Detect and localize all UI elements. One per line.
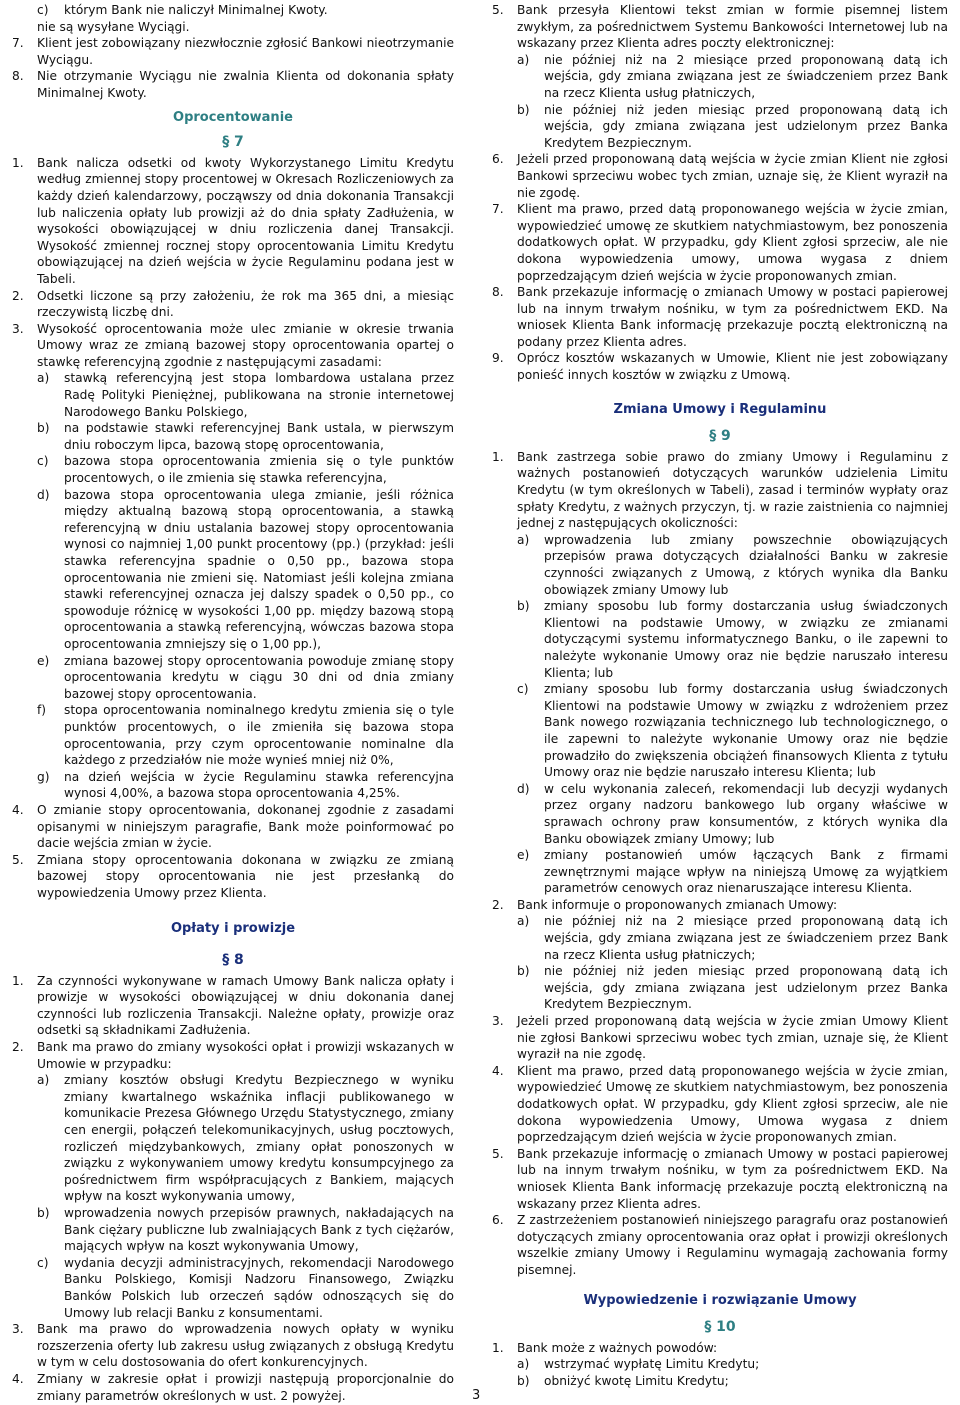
item-text: obniżyć kwotę Limitu Kredytu;: [544, 1373, 729, 1388]
item-text: Jeżeli przed proponowaną datą wejścia w życie zmian Umowy Klient nie zgłosi Bankowi sprzeciwu wobec tych zmian, uznaje się, że Klient wyraził na nie zgodę.: [517, 1014, 948, 1062]
right-top-block: [492, 2, 948, 384]
list-item: [12, 802, 454, 852]
item-number: c): [517, 682, 529, 697]
item-number: e): [37, 653, 50, 668]
item-number: 3.: [12, 1322, 24, 1337]
item-number: 6.: [492, 152, 504, 167]
item-text: którym Bank nie naliczył Minimalnej Kwoty.: [64, 3, 328, 17]
item-number: 5.: [492, 3, 504, 17]
item-number: 9.: [492, 351, 504, 366]
item-text: Klient jest zobowiązany niezwłocznie zgłosić Bankowi nieotrzymanie Wyciągu.: [37, 36, 454, 67]
item-text: wprowadzenia nowych przepisów prawnych, nakładających na Bank ciężary publiczne lub zwalniających Bank z tych ciężarów, mających wpływ na koszt wykonywania Umowy,: [64, 1205, 454, 1254]
item-number: b): [517, 599, 530, 614]
list-subitem: [492, 102, 948, 152]
item-text: Bank przekazuje informację o zmianach Umowy w postaci papierowej lub na innym trwałym nośniku, w tym za pośrednictwem EKD. Na wniosek Klienta Bank informację przekazuje pocztą elektroniczną na podany przez Klienta adres.: [517, 285, 948, 349]
item-number: 5.: [492, 1146, 504, 1161]
item-text: Klient ma prawo, przed datą proponowanego wejścia w życie zmian, wypowiedzieć umowę ze skutkiem natychmiastowym, bez ponoszenia dodatkowych opłat. W przypadku, gdy Klient zgłosi sprzeciw, ale nie dokona wypowiedzenia umowy, umowa wygasa z dniem poprzedzającym dzień wejścia w życie proponowanych zmian.: [517, 202, 948, 283]
item-number: b): [517, 964, 530, 979]
item-text: stawką referencyjną jest stopa lombardowa ustalana przez Radę Polityki Pieniężnej, publikowana na stronie internetowej Narodowego Banku Polskiego,: [64, 371, 454, 419]
page-number: 3: [472, 1388, 481, 1403]
item-text: zmiana bazowej stopy oprocentowania powoduje zmianę stopy oprocentowania kredytu w ciągu 30 dni od dnia zmiany bazowej stopy oprocentowania.: [64, 653, 454, 701]
section-8-items: [12, 973, 454, 1404]
item-text: na podstawie stawki referencyjnej Bank ustala, w pierwszym dniu roboczym lipca, bazową stopę oprocentowania,: [64, 421, 454, 452]
item-number: d): [517, 781, 530, 796]
list-subitem: [492, 913, 948, 963]
list-item: [12, 35, 454, 68]
list-subitem: [492, 1373, 948, 1390]
item-text: nie później niż na 2 miesiące przed proponowaną datą ich wejścia, gdy zmiana związana jest ze świadczeniem przez Bank na rzecz Klienta usług płatniczych,: [544, 52, 948, 100]
item-number: 5.: [12, 852, 24, 867]
item-text: Bank zastrzega sobie prawo do zmiany Umowy i Regulaminu z ważnych postanowień dotyczących warunków udzielenia Limitu Kredytu (w tym określonych w Tabeli), zasad i terminów wypłaty oraz spłaty Kredytu, z ważnych przyczyn, tj. w razie zaistnienia co najmniej jednej z następujących okoliczności:: [517, 449, 948, 531]
item-number: a): [37, 371, 50, 386]
list-subitem: [492, 532, 948, 598]
item-text: nie później niż jeden miesiąc przed proponowaną datą ich wejścia, gdy zmiana związana jest udzielonym przez Banka Kredytem Bezpiecznym.: [544, 964, 948, 1012]
list-item: [12, 321, 454, 371]
item-text: zmiany sposobu lub formy dostarczania usług świadczonych Klientowi na podstawie Umowy, w związku ze zmianami dotyczącymi systemu informatycznego Banku, o ile zapewni to należyte wykonanie Umowy oraz nie będzie naruszało interesu Klienta; lub: [544, 599, 948, 680]
right-column: [492, 2, 948, 1390]
list-item: [12, 288, 454, 321]
item-text: wstrzymać wypłatę Limitu Kredytu;: [544, 1357, 760, 1372]
list-item: [12, 973, 454, 1039]
list-subitem: [12, 769, 454, 802]
list-item: [492, 2, 948, 52]
item-text: Nie otrzymanie Wyciągu nie zwalnia Klienta od dokonania spłaty Minimalnej Kwoty.: [37, 69, 454, 100]
item-text: wydania decyzji administracyjnych, rekomendacji Narodowego Banku Polskiego, Komisji Nadzoru Finansowego, Związku Banków Polskich lub orzeczeń sądów odnoszących się do Umowy lub relacji Banku z konsumentami.: [64, 1255, 454, 1320]
section-9-items: [492, 449, 948, 1279]
left-top-block: [12, 2, 454, 102]
section-10-items: [492, 1340, 948, 1390]
list-item: [492, 449, 948, 532]
list-item: [492, 1013, 948, 1063]
section-9: § 9: [709, 428, 731, 445]
item-text: Bank przekazuje informację o zmianach Umowy w postaci papierowej lub na innym trwałym nośniku, w tym za pośrednictwem EKD. Na wniosek Klienta Bank informację przekazuje pocztą elektroniczną na wskazany przez Klienta adres.: [517, 1146, 948, 1211]
item-number: 4.: [12, 1371, 24, 1386]
item-number: 1.: [492, 1340, 504, 1355]
list-item: [492, 350, 948, 383]
left-column: [12, 2, 454, 1404]
list-subitem: [492, 963, 948, 1013]
list-item: [492, 1212, 948, 1278]
item-text: O zmianie stopy oprocentowania, dokonanej zgodnie z zasadami opisanymi w niniejszym paragrafie, Bank może poinformować po dacie wejścia zmian w życie.: [37, 802, 454, 851]
item-text: Bank przesyła Klientowi tekst zmian w formie pisemnej listem zwykłym, za pośrednictwem Systemu Bankowości Internetowej lub na wskazany przez Klienta adres poczty elektronicznej:: [517, 3, 948, 51]
item-number: 8.: [12, 69, 24, 84]
item-text: Wysokość oprocentowania może ulec zmianie w okresie trwania Umowy wraz ze zmianą bazowej stopy oprocentowania opartej o stawkę referencyjną zgodnie z następującymi zasadami:: [37, 321, 454, 369]
item-text: nie są wysyłane Wyciągi.: [37, 19, 190, 34]
list-item: [12, 68, 454, 101]
item-text: Oprócz kosztów wskazanych w Umowie, Klient nie jest zobowiązany ponieść innych kosztów w związku z Umową.: [517, 351, 948, 383]
item-number: d): [37, 487, 50, 502]
item-text: w celu wykonania zaleceń, rekomendacji lub decyzji wydanych przez organy nadzoru bankowego lub organy właściwe w sprawach ochrony praw konsumentów, z których wynika dla Banku obowiązek zmiany Umowy; lub: [544, 781, 948, 846]
item-text: Bank ma prawo do wprowadzenia nowych opłaty w wyniku rozszerzenia oferty lub zakresu usług związanych z obsługą Kredytu w tym w celu dostosowania do ofert konkurencyjnych.: [37, 1322, 454, 1370]
item-number: 4.: [12, 802, 24, 817]
list-subitem: [12, 1072, 454, 1205]
item-text: Bank może z ważnych powodów:: [517, 1340, 718, 1355]
item-text: wprowadzenia lub zmiany powszechnie obowiązujących przepisów prawa dotyczących działalności Banku w zakresie czynności związanych z Umową, z których wynika dla Banku obowiązek zmiany Umowy lub: [544, 532, 948, 597]
item-text: nie później niż jeden miesiąc przed proponowaną datą ich wejścia, gdy zmiana związana jest udzielonym przez Banka Kredytem Bezpiecznym.: [544, 102, 948, 150]
item-number: a): [517, 1357, 530, 1372]
list-subitem: [12, 1205, 454, 1255]
list-item: [12, 1371, 454, 1404]
item-number: b): [37, 1205, 50, 1220]
item-number: c): [37, 1255, 49, 1270]
item-text: Klient ma prawo, przed datą proponowanego wejścia w życie zmian, wypowiedzieć Umowę ze skutkiem natychmiastowym, bez ponoszenia dodatkowych opłat. W przypadku, gdy Klient zgłosi sprzeciw, ale nie dokona wypowiedzenia Umowy, Umowa wygasa z dniem poprzedzającym dzień wejścia w życie proponowanych zmian.: [517, 1063, 948, 1145]
item-number: 1.: [492, 449, 504, 464]
item-number: 2.: [12, 1040, 24, 1055]
section-8: § 8: [222, 952, 244, 969]
list-item: [12, 1321, 454, 1371]
item-number: a): [517, 52, 530, 67]
item-number: 7.: [492, 202, 504, 217]
item-text: stopa oprocentowania nominalnego kredytu zmienia się o tyle punktów procentowych, o ile zmieniła się bazowa stopa oprocentowania, przy czym oprocentowanie nominalne dla każdego z przedziałów nie może wynieś mniej niż 0%,: [64, 703, 454, 768]
list-item: [492, 1063, 948, 1146]
list-item: [12, 852, 454, 902]
list-item: [492, 201, 948, 284]
item-text: zmiany sposobu lub formy dostarczania usług świadczonych Klientowi na podstawie Umowy w związku z wdrożeniem przez Bank nowego rozwiązania technicznego lub technologicznego, o ile zapewni to należyte wykonanie Umowy oraz nie będzie prowadziło do zwiększenia obciążeń finansowych Klienta z tytułu Umowy oraz nie będzie naruszało interesu Klienta; lub: [544, 682, 948, 780]
item-text: Bank nalicza odsetki od kwoty Wykorzystanego Limitu Kredytu według zmiennej stopy procentowej w Okresach Rozliczeniowych za każdy dzień kalendarzowy, począwszy od dnia dokonania Transakcji lub naliczenia opłaty lub prowizji aż do dnia spłaty Zadłużenia, w wysokości obowiązującej w dniu rozliczenia danej Transakcji. Wysokość zmiennej rocznej stopy oprocentowania Limitu Kredytu obowiązującej na dzień wejścia w życie Regulaminu podana jest w Tabeli.: [37, 155, 454, 286]
list-subitem: [12, 453, 454, 486]
item-text: zmiany postanowień umów łączących Bank z firmami zewnętrznymi mające wpływ na niniejszą Umowę za wyjątkiem parametrów cenowych oraz nienaruszające interesu Klienta.: [544, 848, 948, 896]
item-number: 1.: [12, 155, 24, 170]
list-subitem: [492, 1356, 948, 1373]
item-number: 4.: [492, 1063, 504, 1078]
list-subitem: [492, 598, 948, 681]
item-number: b): [517, 102, 530, 117]
heading-zmiana-umowy: Zmiana Umowy i Regulaminu: [613, 401, 827, 417]
item-text: Z zastrzeżeniem postanowień niniejszego paragrafu oraz postanowień dotyczących zmiany oprocentowania oraz opłat i prowizji określonych wszelkie zmiany Umowy i Regulaminu wymagają zachowania formy pisemnej.: [517, 1213, 948, 1277]
item-number: a): [37, 1073, 50, 1088]
item-number: c): [37, 3, 49, 17]
heading-oprocentowanie: Oprocentowanie: [173, 109, 293, 125]
list-item: [492, 897, 948, 914]
list-item: [492, 1146, 948, 1212]
section-10: § 10: [704, 1319, 736, 1336]
section-7: § 7: [222, 134, 244, 151]
list-subitem: [12, 370, 454, 420]
list-subitem: [492, 847, 948, 897]
item-number: 2.: [12, 288, 24, 303]
item-number: f): [37, 703, 47, 718]
list-subitem: [492, 781, 948, 847]
item-text: Odsetki liczone są przy założeniu, że rok ma 365 dni, a miesiąc rzeczywistą liczbę dni.: [37, 288, 454, 320]
item-number: 7.: [12, 36, 24, 51]
list-item: [492, 284, 948, 350]
list-subitem: [12, 420, 454, 453]
item-text: Bank informuje o proponowanych zmianach Umowy:: [517, 897, 838, 912]
item-text: Zmiana stopy oprocentowania dokonana w związku ze zmianą bazowej stopy oprocentowania nie jest przesłanką do wypowiedzenia Umowy przez Klienta.: [37, 852, 454, 900]
item-number: 3.: [492, 1014, 504, 1029]
item-number: 8.: [492, 285, 504, 300]
section-7-items: [12, 155, 454, 902]
item-number: 1.: [12, 973, 24, 988]
item-number: 3.: [12, 321, 24, 336]
item-number: 6.: [492, 1213, 504, 1228]
heading-wypowiedzenie: Wypowiedzenie i rozwiązanie Umowy: [583, 1292, 857, 1308]
item-text: nie później niż na 2 miesiące przed proponowaną datą ich wejścia, gdy zmiana związana jest ze świadczeniem przez Bank na rzecz Klienta usług płatniczych;: [544, 914, 948, 962]
item-text: Bank ma prawo do zmiany wysokości opłat i prowizji wskazanych w Umowie w przypadku:: [37, 1040, 454, 1071]
item-text: Jeżeli przed proponowaną datą wejścia w życie zmian Klient nie zgłosi Bankowi sprzeciwu wobec tych zmian, uznaje się, że Klient wyraził na nie zgodę.: [517, 152, 948, 200]
list-subitem: [492, 52, 948, 102]
list-subitem: [12, 1255, 454, 1321]
list-subitem: [492, 681, 948, 781]
item-text: na dzień wejścia w życie Regulaminu stawka referencyjna wynosi 4,00%, a bazowa stopa oprocentowania 4,25%.: [64, 769, 454, 801]
item-text: Zmiany w zakresie opłat i prowizji następują proporcjonalnie do zmiany parametrów określonych w ust. 2 powyżej.: [37, 1371, 454, 1403]
item-number: 2.: [492, 897, 504, 912]
list-subitem: [12, 653, 454, 703]
item-text: bazowa stopa oprocentowania zmienia się o tyle punktów procentowych, o ile zmienia się stawka referencyjna,: [64, 454, 454, 486]
list-item: [12, 155, 454, 288]
list-item: [12, 1039, 454, 1072]
list-subitem: [12, 702, 454, 768]
item-number: g): [37, 769, 50, 784]
item-number: a): [517, 532, 530, 547]
item-number: b): [37, 421, 50, 436]
item-number: a): [517, 914, 530, 929]
list-subitem: [12, 487, 454, 653]
heading-oplaty-i-prowizje: Opłaty i prowizje: [170, 921, 296, 937]
item-number: b): [517, 1373, 530, 1388]
list-subitem: [12, 2, 454, 19]
item-text: Za czynności wykonywane w ramach Umowy Bank nalicza opłaty i prowizje w wysokości obowiązującej w dniu dokonania danej czynności lub rozliczenia Transakcji. Należne opłaty, prowizje oraz odsetki są składnikami Zadłużenia.: [37, 973, 454, 1038]
item-number: e): [517, 848, 530, 863]
list-item: [492, 151, 948, 201]
item-text: zmiany kosztów obsługi Kredytu Bezpiecznego w wyniku zmiany kwartalnego wskaźnika inflacji publikowanego w komunikacie Prezesa Głównego Urzędu Statystycznego, zmiany cen energii, połączeń telekomunikacyjnych, usług pocztowych, rozliczeń międzybankowych, zmiany opłat ponoszonych w związku z wykonywaniem umowy kredytu konsumpcyjnego za pośrednictwem firm współpracujących z Bankiem, mających wpływ na koszt wykonywania umowy,: [64, 1073, 454, 1204]
list-item: [492, 1340, 948, 1357]
item-number: c): [37, 454, 49, 469]
list-item: [12, 19, 454, 36]
item-text: bazowa stopa oprocentowania ulega zmianie, jeśli różnica między aktualną bazową stopą oprocentowania, a stawką referencyjną w dniu ustalania bazowej stopy oprocentowania wynosi co najmniej 1,00 punkt procentowy (pp.) (przykład: jeśli stawka referencyjna spadnie o 0,50 pp., bazowa stopa oprocentowania nie zmieni się. Natomiast jeśli kolejna zmiana stawki referencyjnej oznacza jej dalszy spadek o 0,50 pp., co spowoduje różnicę w wysokości 1,00 pp. między bazową stopą oprocentowania a stawką referencyjną, wówczas bazowa stopa oprocentowania zmniejszy się o 1,00 pp.),: [64, 487, 454, 651]
